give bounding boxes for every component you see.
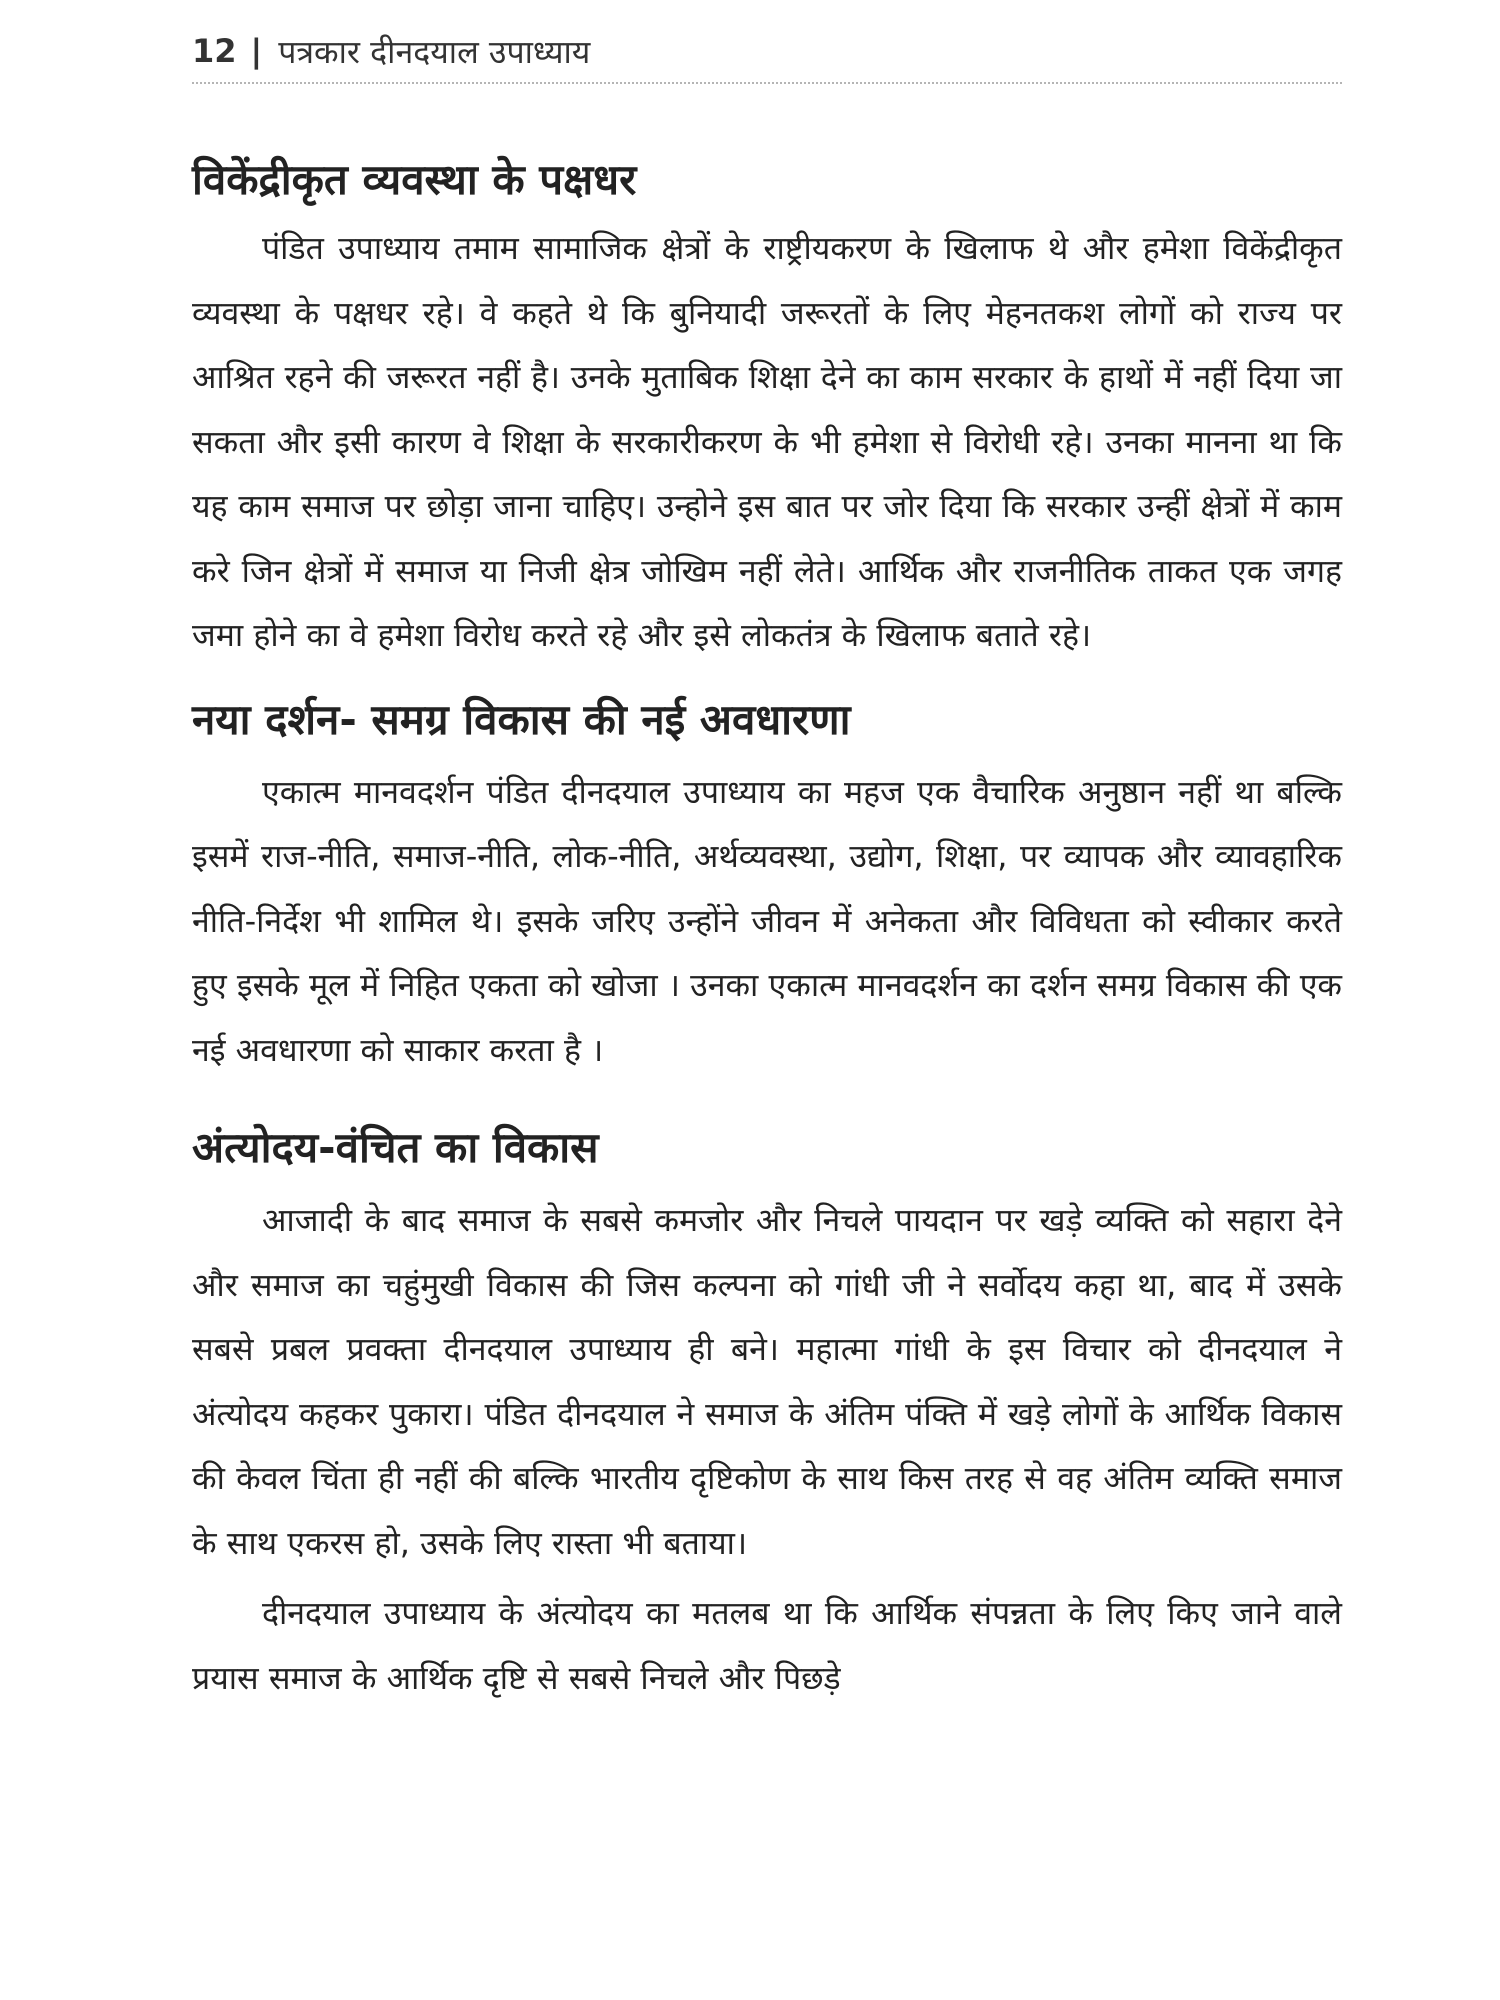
section-heading-new-philosophy: नया दर्शन- समग्र विकास की नई अवधारणा xyxy=(192,694,851,744)
running-head-title: पत्रकार दीनदयाल उपाध्याय xyxy=(278,32,591,71)
running-head xyxy=(192,22,1342,80)
paragraph-antyodaya-meaning: दीनदयाल उपाध्याय के अंत्योदय का मतलब था कि आर्थिक संपन्नता के लिए किए जाने वाले प्रयास समाज के आर्थिक दृष्टि से सबसे निचले और पिछड़े xyxy=(192,1594,1342,1697)
paragraph-integral-humanism: एकात्म मानवदर्शन पंडित दीनदयाल उपाध्याय का महज एक वैचारिक अनुष्ठान नहीं था बल्कि इसमें राज-नीति, समाज-नीति, लोक-नीति, अर्थव्यवस्था, उद्योग, शिक्षा, पर व्यापक और व्यावहारिक नीति-निर्देश भी शामिल थे। इसके जरिए उन्होंने जीवन में अनेकता और विविधता को स्वीकार करते हुए इसके मूल में निहित एकता को खोजा । उनका एकात्म मानवदर्शन का दर्शन समग्र विकास की एक नई अवधारणा को साकार करता है । xyxy=(192,772,1342,1069)
section-heading-antyodaya: अंत्योदय-वंचित का विकास xyxy=(192,1123,599,1172)
running-head-separator: | xyxy=(250,32,263,70)
running-head-divider xyxy=(192,82,1342,84)
page-content xyxy=(192,150,1342,1710)
section-heading-decentralization: विकेंद्रीकृत व्यवस्था के पक्षधर xyxy=(192,155,637,204)
paragraph-decentralization: पंडित उपाध्याय तमाम सामाजिक क्षेत्रों के राष्ट्रीयकरण के खिलाफ थे और हमेशा विकेंद्रीकृत व्यवस्था के पक्षधर रहे। वे कहते थे कि बुनियादी जरूरतों के लिए मेहनतकश लोगों को राज्य पर आश्रित रहने की जरूरत नहीं है। उनके मुताबिक शिक्षा देने का काम सरकार के हाथों में नहीं दिया जा सकता और इसी कारण वे शिक्षा के सरकारीकरण के भी हमेशा से विरोधी रहे। उनका मानना था कि यह काम समाज पर छोड़ा जाना चाहिए। उन्होने इस बात पर जोर दिया कि सरकार उन्हीं क्षेत्रों में काम करे जिन क्षेत्रों में समाज या निजी क्षेत्र जोखिम नहीं लेते। आर्थिक और राजनीतिक ताकत एक जगह जमा होने का वे हमेशा विरोध करते रहे और इसे लोकतंत्र के खिलाफ बताते रहे। xyxy=(192,229,1342,654)
page-number: 12 xyxy=(192,32,237,70)
paragraph-antyodaya-origin: आजादी के बाद समाज के सबसे कमजोर और निचले पायदान पर खड़े व्यक्ति को सहारा देने और समाज का चहुंमुखी विकास की जिस कल्पना को गांधी जी ने सर्वोदय कहा था, बाद में उसके सबसे प्रबल प्रवक्ता दीनदयाल उपाध्याय ही बने। महात्मा गांधी के इस विचार को दीनदयाल ने अंत्योदय कहकर पुकारा। पंडित दीनदयाल ने समाज के अंतिम पंक्ति में खड़े लोगों के आर्थिक विकास की केवल चिंता ही नहीं की बल्कि भारतीय दृष्टिकोण के साथ किस तरह से वह अंतिम व्यक्ति समाज के साथ एकरस हो, उसके लिए रास्ता भी बताया। xyxy=(192,1201,1342,1562)
